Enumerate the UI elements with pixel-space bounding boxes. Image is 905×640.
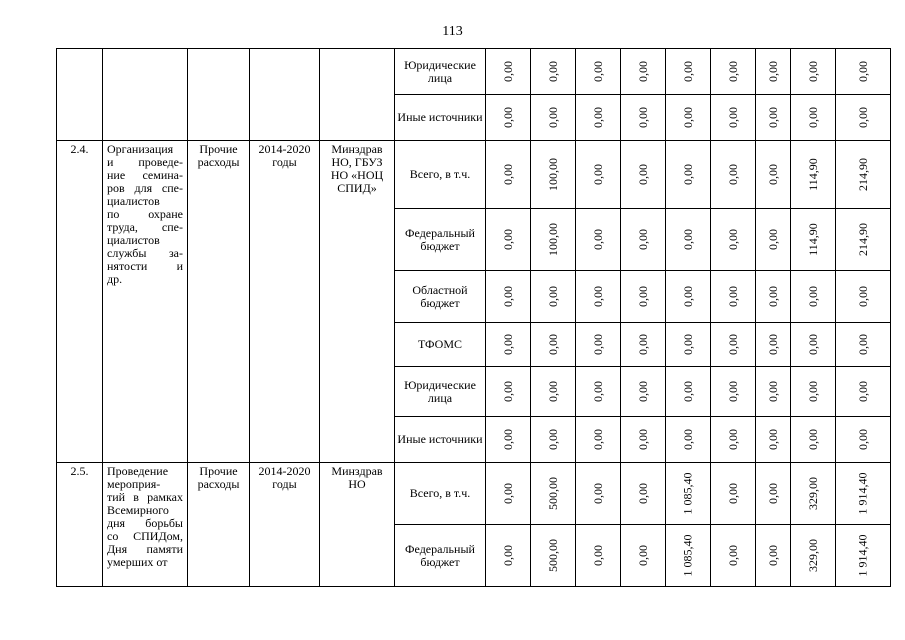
value-cell <box>791 141 836 209</box>
value-text: 0,00 <box>805 107 820 128</box>
value-text: 1 085,40 <box>680 472 695 515</box>
value-cell <box>531 209 576 271</box>
item-name-line: нятости и <box>107 259 183 273</box>
value-cell <box>621 323 666 367</box>
value-cell <box>756 463 791 525</box>
funding-source: Федеральный бюджет <box>395 525 486 587</box>
value-cell <box>666 95 711 141</box>
item-name-line: др. <box>107 272 123 286</box>
funding-source: Иные источники <box>395 95 486 141</box>
item-name-line: Всемирного <box>107 503 169 517</box>
value-text: 0,00 <box>725 229 740 250</box>
item-number: 2.4. <box>57 141 103 463</box>
value-cell <box>576 323 621 367</box>
value-cell <box>711 463 756 525</box>
value-cell <box>836 323 891 367</box>
value-cell <box>486 95 531 141</box>
value-cell <box>486 209 531 271</box>
value-text: 0,00 <box>765 381 780 402</box>
funding-source: Юридические лица <box>395 367 486 417</box>
value-cell <box>711 323 756 367</box>
value-text: 0,00 <box>590 61 605 82</box>
value-cell <box>836 367 891 417</box>
value-text: 0,00 <box>635 286 650 307</box>
value-text: 0,00 <box>635 545 650 566</box>
value-cell <box>666 417 711 463</box>
value-text: 0,00 <box>765 483 780 504</box>
value-cell <box>836 271 891 323</box>
table-row <box>57 49 891 95</box>
value-text: 0,00 <box>635 381 650 402</box>
budget-table <box>56 48 891 587</box>
value-text: 0,00 <box>590 483 605 504</box>
value-text: 0,00 <box>855 61 870 82</box>
value-text: 0,00 <box>590 286 605 307</box>
value-cell <box>711 367 756 417</box>
value-cell <box>531 367 576 417</box>
value-cell <box>666 49 711 95</box>
item-name <box>103 141 188 463</box>
value-text: 0,00 <box>590 107 605 128</box>
value-cell <box>621 95 666 141</box>
value-cell <box>486 271 531 323</box>
value-cell <box>531 271 576 323</box>
value-cell <box>531 49 576 95</box>
value-text: 0,00 <box>500 107 515 128</box>
value-cell <box>836 49 891 95</box>
item-name-line: Проведение <box>107 464 169 478</box>
value-text: 0,00 <box>855 286 870 307</box>
value-cell <box>531 525 576 587</box>
value-text: 0,00 <box>765 164 780 185</box>
item-name-line: Дня памяти <box>107 542 183 556</box>
value-text: 0,00 <box>725 381 740 402</box>
value-cell <box>836 417 891 463</box>
value-text: 0,00 <box>725 483 740 504</box>
value-cell <box>576 417 621 463</box>
value-text: 0,00 <box>635 229 650 250</box>
value-cell <box>836 141 891 209</box>
value-cell <box>711 271 756 323</box>
value-text: 1 085,40 <box>680 534 695 577</box>
value-text: 0,00 <box>590 229 605 250</box>
value-text: 0,00 <box>855 107 870 128</box>
value-cell <box>576 49 621 95</box>
value-text: 0,00 <box>500 61 515 82</box>
item-name-line: циалистов <box>107 194 160 208</box>
value-text: 0,00 <box>725 334 740 355</box>
implementation-period: 2014-2020 годы <box>250 141 320 463</box>
value-cell <box>791 525 836 587</box>
page-number: 113 <box>442 24 463 39</box>
funding-source: Юридические лица <box>395 49 486 95</box>
value-text: 0,00 <box>765 229 780 250</box>
value-cell <box>791 463 836 525</box>
value-cell <box>756 525 791 587</box>
value-cell <box>576 95 621 141</box>
value-cell <box>756 367 791 417</box>
value-cell <box>486 323 531 367</box>
value-text: 0,00 <box>805 429 820 450</box>
value-text: 0,00 <box>805 286 820 307</box>
value-text: 0,00 <box>765 286 780 307</box>
item-name-line: со СПИДом, <box>107 529 183 543</box>
expense-type <box>188 49 250 141</box>
value-cell <box>531 95 576 141</box>
item-name-line: ров для спе- <box>107 181 183 195</box>
value-text: 0,00 <box>635 61 650 82</box>
value-cell <box>756 49 791 95</box>
value-text: 0,00 <box>680 61 695 82</box>
value-text: 0,00 <box>635 334 650 355</box>
item-name-line: умерших от <box>107 555 168 569</box>
value-text: 0,00 <box>545 429 560 450</box>
value-cell <box>711 95 756 141</box>
value-cell <box>711 49 756 95</box>
implementation-period <box>250 49 320 141</box>
table-row <box>57 141 891 209</box>
item-name-line: ние семина- <box>107 168 183 182</box>
value-text: 0,00 <box>765 107 780 128</box>
value-cell <box>621 209 666 271</box>
expense-type: Прочие расходы <box>188 141 250 463</box>
item-name-line: и проведе- <box>107 155 183 169</box>
value-text: 0,00 <box>545 286 560 307</box>
value-text: 500,00 <box>545 477 560 510</box>
value-cell <box>666 463 711 525</box>
value-text: 0,00 <box>500 334 515 355</box>
value-cell <box>711 209 756 271</box>
value-text: 0,00 <box>855 334 870 355</box>
item-name-line: труда, спе- <box>107 220 183 234</box>
value-cell <box>836 209 891 271</box>
value-text: 0,00 <box>680 334 695 355</box>
value-text: 0,00 <box>680 429 695 450</box>
item-number: 2.5. <box>57 463 103 587</box>
value-cell <box>576 367 621 417</box>
value-text: 0,00 <box>765 545 780 566</box>
value-cell <box>791 323 836 367</box>
value-text: 0,00 <box>680 164 695 185</box>
value-cell <box>791 209 836 271</box>
value-text: 1 914,40 <box>855 472 870 515</box>
value-text: 0,00 <box>500 229 515 250</box>
value-text: 114,90 <box>805 223 820 256</box>
item-name-line: циалистов <box>107 233 160 247</box>
funding-source: Всего, в т.ч. <box>395 463 486 525</box>
value-cell <box>756 141 791 209</box>
value-text: 0,00 <box>500 483 515 504</box>
value-text: 0,00 <box>590 334 605 355</box>
executor: Минздрав НО, ГБУЗ НО «НОЦ СПИД» <box>320 141 395 463</box>
item-number <box>57 49 103 141</box>
implementation-period: 2014-2020 годы <box>250 463 320 587</box>
value-cell <box>711 141 756 209</box>
value-text: 0,00 <box>590 545 605 566</box>
value-cell <box>666 367 711 417</box>
item-name <box>103 463 188 587</box>
value-cell <box>756 417 791 463</box>
item-name <box>103 49 188 141</box>
value-text: 0,00 <box>500 545 515 566</box>
item-name-line: дня борьбы <box>107 516 183 530</box>
value-text: 0,00 <box>765 334 780 355</box>
value-cell <box>666 323 711 367</box>
value-cell <box>711 417 756 463</box>
value-text: 0,00 <box>500 164 515 185</box>
value-text: 329,00 <box>805 539 820 572</box>
value-cell <box>756 95 791 141</box>
value-text: 0,00 <box>855 381 870 402</box>
value-cell <box>621 141 666 209</box>
value-text: 0,00 <box>635 107 650 128</box>
value-cell <box>666 141 711 209</box>
value-text: 0,00 <box>545 107 560 128</box>
value-text: 0,00 <box>635 164 650 185</box>
value-cell <box>576 463 621 525</box>
funding-source: Иные источники <box>395 417 486 463</box>
value-cell <box>836 463 891 525</box>
funding-source: Всего, в т.ч. <box>395 141 486 209</box>
value-cell <box>836 95 891 141</box>
value-cell <box>531 323 576 367</box>
value-text: 0,00 <box>680 381 695 402</box>
item-name-line: Организация <box>107 142 174 156</box>
value-text: 0,00 <box>805 334 820 355</box>
value-text: 0,00 <box>725 107 740 128</box>
value-cell <box>666 209 711 271</box>
value-text: 0,00 <box>725 164 740 185</box>
value-text: 0,00 <box>590 429 605 450</box>
expense-type: Прочие расходы <box>188 463 250 587</box>
value-cell <box>531 141 576 209</box>
value-cell <box>621 367 666 417</box>
value-text: 0,00 <box>680 107 695 128</box>
value-cell <box>756 323 791 367</box>
funding-source: Федеральный бюджет <box>395 209 486 271</box>
value-cell <box>756 271 791 323</box>
value-text: 100,00 <box>545 223 560 256</box>
executor <box>320 49 395 141</box>
value-cell <box>486 463 531 525</box>
value-text: 0,00 <box>500 429 515 450</box>
value-text: 214,90 <box>855 223 870 256</box>
value-cell <box>576 209 621 271</box>
value-cell <box>486 141 531 209</box>
item-name-line: по охране <box>107 207 183 221</box>
value-text: 0,00 <box>680 229 695 250</box>
value-cell <box>666 271 711 323</box>
value-cell <box>711 525 756 587</box>
value-cell <box>621 271 666 323</box>
value-text: 0,00 <box>590 381 605 402</box>
funding-source: Областной бюджет <box>395 271 486 323</box>
value-cell <box>791 271 836 323</box>
item-name-line: службы за- <box>107 246 183 260</box>
value-text: 0,00 <box>590 164 605 185</box>
value-cell <box>791 367 836 417</box>
value-text: 0,00 <box>545 61 560 82</box>
value-text: 0,00 <box>545 381 560 402</box>
value-cell <box>621 525 666 587</box>
funding-source: ТФОМС <box>395 323 486 367</box>
value-text: 0,00 <box>725 286 740 307</box>
value-cell <box>756 209 791 271</box>
value-text: 0,00 <box>635 429 650 450</box>
value-text: 0,00 <box>805 61 820 82</box>
value-cell <box>836 525 891 587</box>
value-cell <box>621 49 666 95</box>
value-text: 0,00 <box>725 545 740 566</box>
value-text: 0,00 <box>500 286 515 307</box>
value-text: 0,00 <box>680 286 695 307</box>
value-cell <box>531 463 576 525</box>
value-cell <box>791 95 836 141</box>
value-cell <box>576 271 621 323</box>
value-text: 0,00 <box>765 429 780 450</box>
value-text: 500,00 <box>545 539 560 572</box>
value-cell <box>531 417 576 463</box>
value-text: 0,00 <box>545 334 560 355</box>
value-cell <box>576 525 621 587</box>
executor: Минздрав НО <box>320 463 395 587</box>
item-name-line: тий в рамках <box>107 490 183 504</box>
value-text: 0,00 <box>635 483 650 504</box>
value-cell <box>621 417 666 463</box>
value-cell <box>486 525 531 587</box>
value-cell <box>791 417 836 463</box>
value-text: 100,00 <box>545 158 560 191</box>
item-name-line: мероприя- <box>107 477 161 491</box>
value-text: 0,00 <box>725 61 740 82</box>
value-text: 0,00 <box>765 61 780 82</box>
value-cell <box>666 525 711 587</box>
value-text: 329,00 <box>805 477 820 510</box>
value-text: 0,00 <box>805 381 820 402</box>
value-cell <box>486 417 531 463</box>
value-text: 114,90 <box>805 158 820 191</box>
value-text: 0,00 <box>500 381 515 402</box>
value-cell <box>791 49 836 95</box>
value-text: 0,00 <box>855 429 870 450</box>
value-cell <box>486 367 531 417</box>
value-text: 214,90 <box>855 158 870 191</box>
value-cell <box>576 141 621 209</box>
value-text: 1 914,40 <box>855 534 870 577</box>
table-row <box>57 463 891 525</box>
value-cell <box>621 463 666 525</box>
value-text: 0,00 <box>725 429 740 450</box>
value-cell <box>486 49 531 95</box>
